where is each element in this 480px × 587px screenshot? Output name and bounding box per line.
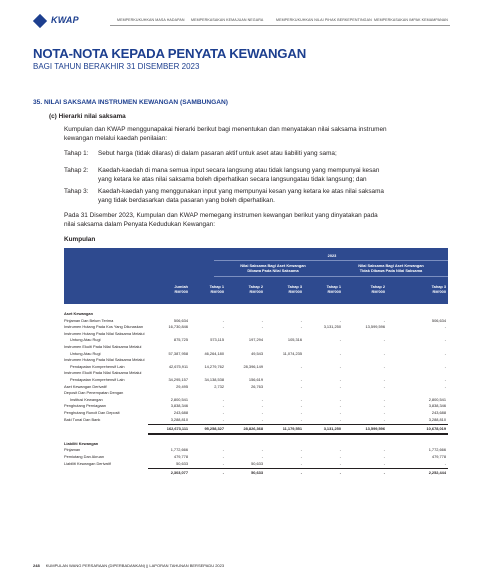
tahap-3-line-1: Kaedah-kaedah yang menggunakan input yang mempunyai kesan yang ketara ke atas nilai saksama <box>98 188 384 195</box>
row-cell: - <box>383 383 385 389</box>
kumpulan-heading: Kumpulan <box>64 236 96 243</box>
logo-text: KWAP <box>51 15 79 25</box>
intro-paragraph <box>64 126 387 143</box>
row-cell: - <box>261 403 263 409</box>
table-rule <box>148 434 448 435</box>
column-header-unit: RM'000 <box>371 289 385 294</box>
row-label: Pendapatan Komprehensif Lain <box>70 363 125 369</box>
row-cell: 14,279,762 <box>204 363 224 369</box>
row-cell: - <box>222 403 224 409</box>
row-label: Liabiliti Kewangan Derivatif <box>64 460 111 466</box>
row-cell: 2,732 <box>214 383 224 389</box>
column-header-title: Tahap 3 <box>287 284 302 289</box>
intro-line-1: Kumpulan dan KWAP menggunapakai hierarki berikut bagi menentukan dan menyatakan nilai saksama instrumen <box>64 126 387 133</box>
row-label: Institusi Kewangan <box>70 396 103 402</box>
row-cell: 506,634 <box>173 317 188 323</box>
page-subtitle: BAGI TAHUN BERAKHIR 31 DISEMBER 2023 <box>33 62 200 71</box>
row-label: Aset Kewangan <box>64 311 93 316</box>
row-cell: 3,838,346 <box>428 403 446 409</box>
row-cell: - <box>261 324 263 330</box>
row-cell: - <box>339 396 341 402</box>
row-cell: - <box>339 410 341 415</box>
column-header <box>305 284 341 294</box>
row-cell: - <box>300 324 302 330</box>
tahap-2-line-1: Kaedah-kaedah di mana semua input secara langsung atau tidak langsung yang mempunyai kesan <box>98 167 380 174</box>
row-cell: - <box>339 383 341 389</box>
table-header <box>64 248 448 304</box>
row-cell: - <box>339 416 341 422</box>
row-cell: - <box>339 470 341 476</box>
row-cell: - <box>261 454 263 459</box>
row-cell: 34,138,538 <box>204 377 224 382</box>
row-cell: - <box>300 317 302 323</box>
row-cell: - <box>383 416 385 422</box>
nav-item-3[interactable]: MEMPERKUKUHKAN NILAI PIHAK BERKEPENTINGAN <box>276 18 372 22</box>
row-cell: - <box>222 317 224 323</box>
header-group-1 <box>214 263 332 273</box>
row-cell: 243,688 <box>431 410 446 415</box>
row-cell: - <box>222 324 224 330</box>
column-header-title: Tahap 2 <box>370 284 385 289</box>
row-label: Instrumen Hutang Pada Nilai Saksama Melalui <box>64 330 145 336</box>
row-label: Pendapatan Komprehensif Lain <box>70 377 125 382</box>
row-cell: 1,772,666 <box>428 447 446 453</box>
row-label: Instrumen Ekuiti Pada Nilai Saksama Melalui <box>64 344 142 349</box>
table-rule <box>148 468 448 469</box>
row-cell: 10,678,019 <box>426 426 446 432</box>
row-cell: 3,131,250 <box>323 324 341 330</box>
row-cell: - <box>222 410 224 415</box>
column-header-title: Tahap 3 <box>431 284 446 289</box>
closing-line-2: nilai saksama dalam Penyata Kedudukan Kewangan: <box>64 220 215 228</box>
page-footer <box>33 563 224 568</box>
row-cell: - <box>339 363 341 369</box>
row-cell: - <box>300 363 302 369</box>
row-cell: - <box>300 396 302 402</box>
row-cell: 875,725 <box>173 337 188 343</box>
column-header-unit: RM'000 <box>432 289 446 294</box>
row-cell: - <box>383 337 385 343</box>
row-cell: - <box>300 403 302 409</box>
row-cell: - <box>339 447 341 453</box>
row-label: Pinjaman <box>64 447 81 453</box>
row-cell: - <box>444 324 446 330</box>
tahap-1-line-1: Sebut harga (tidak dilaras) di dalam pasaran aktif untuk aset atau liabiliti yang sama; <box>98 150 337 157</box>
row-cell: 3,288,810 <box>170 416 188 422</box>
column-header-title: Tahap 1 <box>209 284 224 289</box>
row-cell: - <box>383 396 385 402</box>
row-cell: - <box>339 460 341 466</box>
section-heading: 35. NILAI SAKSAMA INSTRUMEN KEWANGAN (SAMBUNGAN) <box>33 99 229 106</box>
column-header-title: Tahap 1 <box>326 284 341 289</box>
nav-item-1[interactable]: MEMPERKUKUHKAN MASA HADAPAN <box>117 18 185 22</box>
nav-item-2[interactable]: MEMPERKASAKAN KEMAJUAN NEGARA <box>191 18 264 22</box>
page-title: NOTA-NOTA KEPADA PENYATA KEWANGAN <box>33 46 307 61</box>
row-cell: 34,295,157 <box>168 377 188 382</box>
column-header <box>152 284 188 294</box>
row-cell: - <box>444 377 446 382</box>
row-cell: - <box>261 317 263 323</box>
page-number: 248 <box>33 563 40 568</box>
row-cell: - <box>444 383 446 389</box>
column-header-unit: RM'000 <box>249 289 263 294</box>
tahap-1-label: Tahap 1: <box>64 150 89 157</box>
row-cell: - <box>222 470 224 476</box>
row-cell: - <box>261 447 263 453</box>
row-label: Baki Tunai Dan Bank <box>64 416 101 422</box>
row-cell: - <box>222 396 224 402</box>
row-cell: 95,258,327 <box>204 426 224 432</box>
row-cell: - <box>383 410 385 415</box>
row-cell: 50,633 <box>176 460 188 466</box>
closing-paragraph <box>64 212 378 229</box>
row-cell: - <box>339 350 341 356</box>
row-cell: - <box>222 416 224 422</box>
row-cell: 49,543 <box>251 350 263 356</box>
row-cell: - <box>300 416 302 422</box>
row-cell: - <box>300 460 302 466</box>
nav-item-4[interactable]: MEMPERKASAKAN IMPAK KEMAMPANAN <box>374 18 448 22</box>
row-cell: 3,131,250 <box>323 426 341 432</box>
row-label: Pinjaman Dan Belum Terima <box>64 317 114 323</box>
header-group-1-line-1: Nilai Saksama Bagi Aset Kewangan <box>240 263 306 268</box>
row-cell: 13,599,596 <box>365 324 385 330</box>
kwap-logo-icon <box>33 14 47 28</box>
row-cell: - <box>222 454 224 459</box>
row-cell: - <box>339 377 341 382</box>
row-cell: 57,387,958 <box>168 350 188 356</box>
header-year-rule <box>214 260 448 261</box>
column-header-unit: RM'000 <box>327 289 341 294</box>
row-cell: - <box>383 460 385 466</box>
tahap-2-line-2: yang ketara ke atas nilai saksama boleh diperhatikan secara langsungatau tidak langsung; dan <box>98 175 367 183</box>
row-cell: 506,634 <box>431 317 446 323</box>
row-cell: - <box>222 460 224 466</box>
row-cell: 105,316 <box>287 337 302 343</box>
header-group-rule <box>214 276 448 277</box>
row-cell: - <box>383 447 385 453</box>
row-cell: 2,800,541 <box>170 396 188 402</box>
row-label: Liabiliti Kewangan <box>64 440 99 446</box>
row-cell: - <box>444 337 446 343</box>
row-label: Penghutang Runcit Dan Deposit <box>64 410 120 415</box>
row-cell: - <box>383 350 385 356</box>
row-cell: 11,074,235 <box>282 350 302 356</box>
intro-line-2: kewangan melalui kaedah penilaian: <box>64 134 168 142</box>
row-label: Instrumen Hutang Pada Nilai Saksama Melalui <box>64 357 145 363</box>
row-cell: - <box>383 470 385 476</box>
row-cell: 1,772,666 <box>170 447 188 453</box>
column-header <box>349 284 385 294</box>
row-cell: - <box>300 447 302 453</box>
row-cell: - <box>261 416 263 422</box>
row-label: Aset Kewangan Derivatif <box>64 383 107 389</box>
row-cell: 42,675,911 <box>168 363 188 369</box>
column-header <box>410 284 446 294</box>
header-divider <box>110 25 450 26</box>
row-cell: - <box>339 454 341 459</box>
table-rule <box>148 424 448 425</box>
column-header-title: Tahap 2 <box>248 284 263 289</box>
header-group-2-line-1: Nilai Saksama Bagi Aset Kewangan <box>358 263 424 268</box>
row-cell: 2,252,444 <box>428 470 446 476</box>
tahap-3-label: Tahap 3: <box>64 188 89 195</box>
closing-line-1: Pada 31 Disember 2023, Kumpulan dan KWAP memegang instrumen kewangan berikut yang dinyatakan pada <box>64 212 378 219</box>
tahap-2-text <box>98 167 379 184</box>
row-cell: 28,396,149 <box>243 363 263 369</box>
row-cell: - <box>261 396 263 402</box>
column-header-unit: RM'000 <box>288 289 302 294</box>
row-cell: 3,838,346 <box>170 403 188 409</box>
tahap-2-label: Tahap 2: <box>64 167 89 174</box>
row-cell: 479,778 <box>431 454 446 459</box>
row-cell: 573,115 <box>210 337 224 343</box>
row-cell: 26,763 <box>251 383 263 389</box>
row-cell: 28,826,368 <box>243 426 263 432</box>
tahap-1-text <box>98 150 337 159</box>
row-cell: 29,495 <box>176 383 188 389</box>
row-label: Instrumen Hutang Pada Kos Yang Dilunaskan <box>64 324 144 330</box>
column-header <box>227 284 263 294</box>
row-cell: - <box>383 377 385 382</box>
row-cell: - <box>383 454 385 459</box>
row-cell: - <box>383 317 385 323</box>
row-cell: 162,673,111 <box>166 426 188 432</box>
page-header <box>0 0 480 36</box>
row-cell: - <box>222 447 224 453</box>
row-cell: - <box>339 403 341 409</box>
row-label: Instrumen Ekuiti Pada Nilai Saksama Melalui <box>64 370 142 376</box>
row-cell: - <box>444 460 446 466</box>
row-cell: - <box>261 410 263 415</box>
row-cell: 46,264,180 <box>204 350 224 356</box>
row-cell: 50,633 <box>251 470 263 476</box>
column-header <box>266 284 302 294</box>
column-header <box>188 284 224 294</box>
row-cell: 3,288,810 <box>428 416 446 422</box>
row-cell: 479,778 <box>173 454 188 459</box>
row-label: Untung Atau Rugi <box>70 337 101 343</box>
row-cell: 156,619 <box>248 377 263 382</box>
row-cell: - <box>383 363 385 369</box>
row-cell: 243,688 <box>173 410 188 415</box>
row-cell: - <box>339 317 341 323</box>
row-label: Deposit Dan Penempatan Dengan <box>64 390 124 396</box>
tahap-3-text <box>98 188 384 205</box>
header-group-2-line-2: Tidak Dibawa Pada Nilai Saksama <box>359 268 423 273</box>
row-cell: - <box>444 350 446 356</box>
row-cell: - <box>300 454 302 459</box>
row-cell: - <box>339 337 341 343</box>
header-year: 2023 <box>327 253 337 258</box>
row-cell: 197,294 <box>248 337 263 343</box>
row-cell: - <box>300 410 302 415</box>
row-cell: - <box>300 377 302 382</box>
kwap-logo[interactable] <box>33 14 83 28</box>
row-cell: 2,303,077 <box>170 470 188 476</box>
header-group-2 <box>334 263 448 273</box>
footer-text: KUMPULAN WANG PERSARAAN (DIPERBADANKAN) || LAPORAN TAHUNAN BERSEPADU 2023 <box>45 563 225 568</box>
row-label: Untung Atau Rugi <box>70 350 101 356</box>
row-label: Penghutang Perniagaan <box>64 403 106 409</box>
row-label: Pemiutang Dan Akruan <box>64 454 105 459</box>
row-cell: 50,633 <box>251 460 263 466</box>
row-cell: 2,800,541 <box>428 396 446 402</box>
tahap-3-line-2: yang tidak berdasarkan data pasaran yang boleh diperhatikan. <box>98 196 275 204</box>
row-cell: - <box>300 383 302 389</box>
row-cell: 16,730,846 <box>168 324 188 330</box>
row-cell: 13,599,596 <box>365 426 385 432</box>
subsection-heading: (c) Hierarki nilai saksama <box>49 113 126 120</box>
row-cell: - <box>444 363 446 369</box>
row-cell: - <box>300 470 302 476</box>
column-header-unit: RM'000 <box>210 289 224 294</box>
column-header-unit: RM'000 <box>174 289 188 294</box>
header-group-1-line-2: Dibawa Pada Nilai Saksama <box>247 268 299 273</box>
row-cell: 11,179,551 <box>282 426 302 432</box>
row-cell: - <box>383 403 385 409</box>
column-header-title: Jumlah <box>174 284 188 289</box>
